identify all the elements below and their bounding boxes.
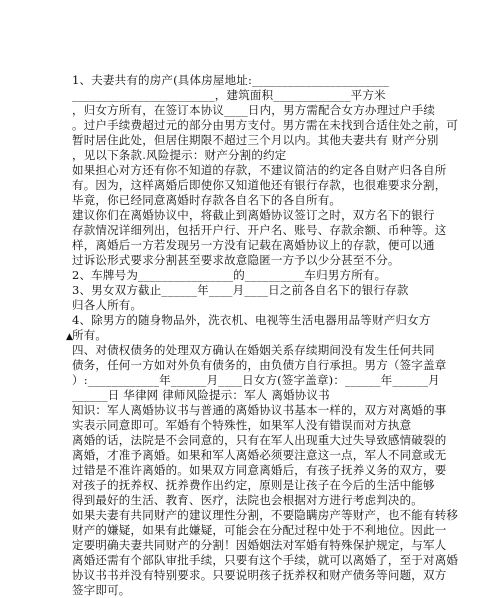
text-line: ，归女方所有，在签订本协议____日内，男方需配合女方办理过户手续 <box>72 103 436 117</box>
text-line: 样，离婚后一方若发现另一方没有记载在离婚协议上的存款，便可以通 <box>72 238 435 252</box>
text-line: 实表示同意即可。军婚有个特殊性，如果军人没有错误而对方执意 <box>72 418 412 432</box>
text-line: 4、除男方的随身物品外，洗衣机、电视等生活电器用品等财产归女方 <box>72 313 431 327</box>
text-line: 存款情况详细列出，包括开户行、开户名、账号、存款余额、币种等。这 <box>72 223 447 237</box>
text-line: 过诉讼形式要求分割甚至要求故意隐匿一方予以少分甚至不分。 <box>72 253 400 267</box>
text-line: 四、对债权债务的处理双方确认在婚姻关系存续期间没有发生任何共同 <box>72 343 435 357</box>
text-line: 离婚还需有个部队审批手续，只要有这个手续，就可以离婚了，至于对离婚 <box>72 553 459 567</box>
text-line: 知识：军人离婚协议书与普通的离婚协议书基本一样的，双方对离婚的事 <box>72 403 447 417</box>
text-line: 如果夫妻有共同财产的建议理性分割，不要隐瞒房产等财产，也不能有转移 <box>72 508 459 522</box>
text-line: 定要明确夫妻共同财产的分割！因婚姻法对军婚有特殊保护规定，与军人 <box>72 538 447 552</box>
text-line: 毕竟，你已经同意离婚时存款各自名下的各自所有。 <box>72 193 342 207</box>
text-line: 对孩子的抚养权、抚养费作出约定，原则是让孩子在今后的生活中能够 <box>72 478 435 492</box>
text-line: ）:____________年______月____日女方(签字盖章)：______年______月 <box>72 373 440 387</box>
text-line: 债务，任何一方如对外负有债务的，由负债方自行承担。男方（签字盖章 <box>72 358 447 372</box>
text-line: ______日 华律网 律师风险提示：军人 离婚协议书 <box>72 388 330 402</box>
text-line: 协议书书并没有特别要求。只要说明孩子抚养权和财产债务等问题，双方 <box>72 568 447 582</box>
text-line: 1、夫妻共有的房产(具体房屋地址:_______________________ <box>72 73 389 87</box>
text-line: 过错是不准许离婚的。如果双方同意离婚后，有孩子抚养义务的双方，要 <box>72 463 447 477</box>
text-line: 2、车牌号为________________的__________车归男方所有。 <box>72 268 387 282</box>
text-line: ________________________，建筑面积_____________平方米 <box>72 88 386 102</box>
bookmark-marker: ▲ <box>66 332 73 342</box>
text-line: 所有。 <box>72 328 108 342</box>
text-line: 。过户手续费超过元的部分由男方支付。男方需在未找到合适住处之前，可 <box>72 118 459 132</box>
text-line: ，见以下条款.风险提示：财产分割的约定 <box>72 148 287 162</box>
text-line: 有。因为，这样离婚后即使你又知道他还有银行存款，也很难要求分割， <box>72 178 447 192</box>
text-line: 离婚，才准予离婚。如果和军人离婚必须要注意这一点，军人不同意或无 <box>72 448 447 462</box>
text-line: 离婚的话，法院是不会同意的，只有在军人出现重大过失导致感情破裂的 <box>72 433 447 447</box>
text-line: 得到最好的生活、教育、医疗，法院也会根据对方进行考虑判决的。 <box>72 493 423 507</box>
text-line: 签字即可。 <box>72 583 131 597</box>
text-line: 3、男女双方截止______年____月____日之前各自名下的银行存款 <box>72 283 409 297</box>
text-line: 财产的嫌疑，如果有此嫌疑，可能会在分配过程中处于不利地位。因此一 <box>72 523 447 537</box>
text-line: 归各人所有。 <box>72 298 143 312</box>
text-line: 暂时居住此处，但居住期限不超过三个月以内。其他夫妻共有 财产分别 <box>72 133 439 147</box>
text-line: 建议你们在离婚协议中，将截止到离婚协议签订之时，双方名下的银行 <box>72 208 435 222</box>
text-line: 如果担心对方还有你不知道的存款，不建议简洁的约定各自财产归各自所 <box>72 163 447 177</box>
